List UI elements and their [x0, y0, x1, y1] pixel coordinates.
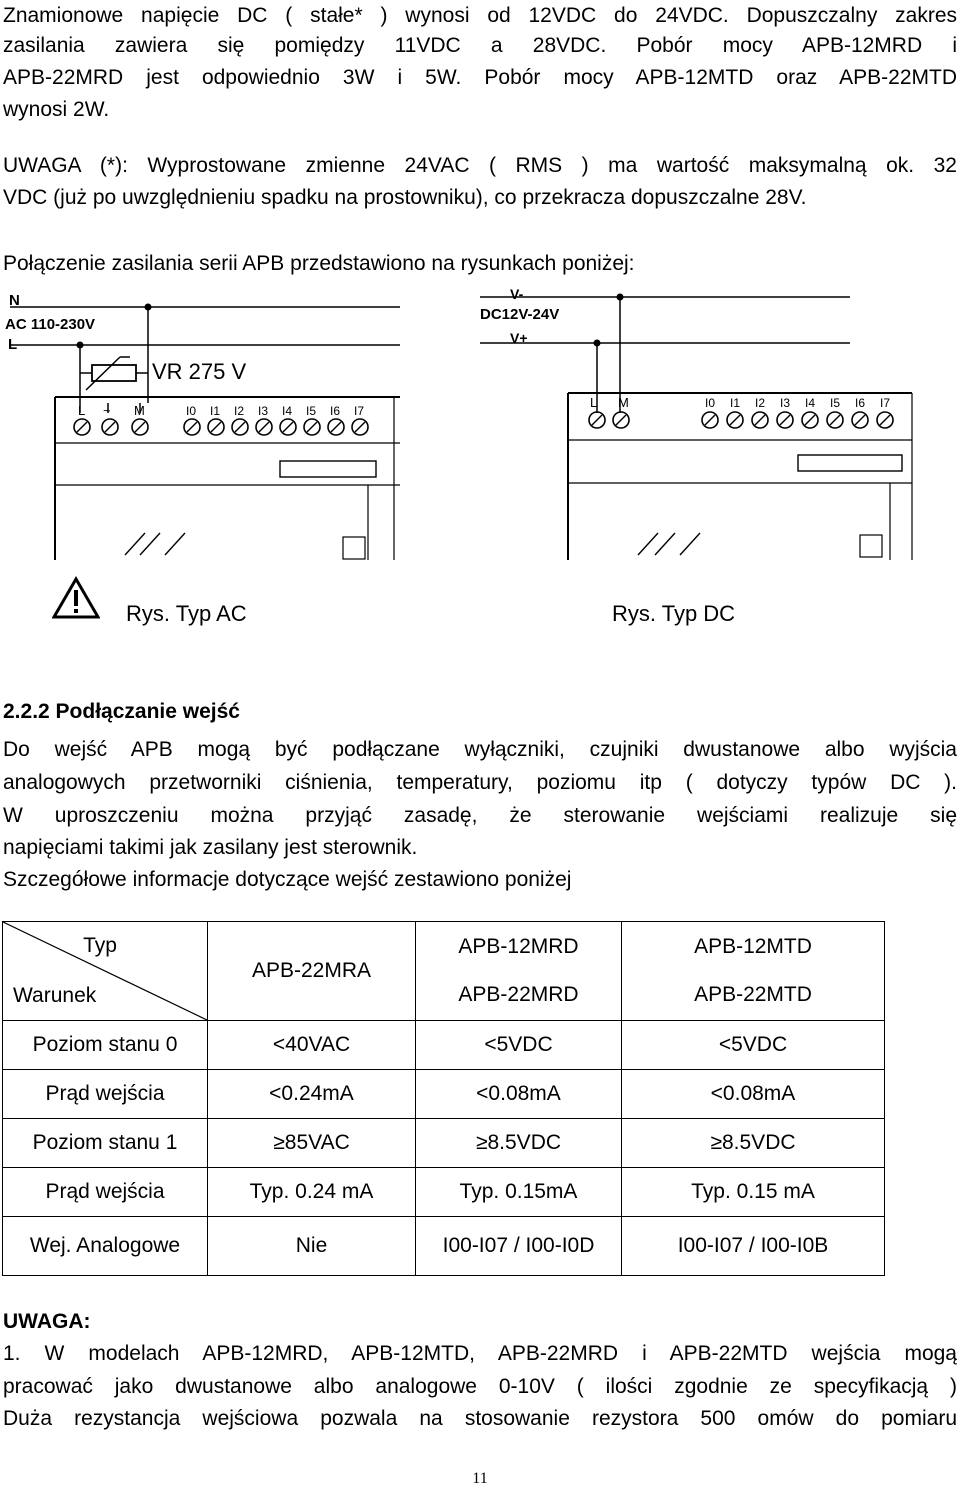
input-spec-table: [2, 921, 885, 1276]
terminal-label-9: I7: [880, 396, 891, 410]
terminal-label-4: I1: [210, 404, 221, 418]
table-cell: Prąd wejścia: [3, 1070, 208, 1119]
terminal-label-1: M: [618, 395, 629, 410]
table-row: [3, 1217, 885, 1276]
terminal-label-0: L: [590, 395, 598, 410]
table-cell: Wej. Analogowe: [3, 1217, 208, 1276]
table-corner-warunek: Warunek: [13, 984, 97, 1007]
terminal-screw-slot: [880, 415, 890, 425]
terminal-screw-slot: [105, 422, 115, 432]
terminal-screw-slot: [755, 415, 765, 425]
terminal-screw-slot: [855, 415, 865, 425]
section-p1-line-1: Do wejść APB mogą być podłączane wyłączniki, czujniki dwustanowe albo wyjścia: [3, 738, 957, 761]
table-corner-typ: Typ: [83, 934, 117, 957]
terminal-label-4: I2: [755, 396, 766, 410]
terminal-label-8: I6: [855, 396, 866, 410]
intro-line-2: zasilania zawiera się pomiędzy 11VDC a 28VDC. Pobór mocy APB-12MRD i: [3, 34, 957, 57]
terminal-label-2: M: [134, 403, 145, 418]
table-cell: ≥85VAC: [208, 1119, 416, 1168]
terminal-screw-slot: [259, 422, 269, 432]
table-cell: <0.08mA: [622, 1070, 885, 1119]
terminal-screws: [74, 419, 368, 435]
section-heading: 2.2.2 Podłączanie wejść: [3, 700, 240, 723]
table-header-col-3: [622, 922, 885, 1021]
label-l: L: [8, 336, 18, 353]
terminal-screw-slot: [135, 422, 145, 432]
label-n: N: [9, 292, 20, 309]
terminal-screw-slot: [805, 415, 815, 425]
table-cell: Poziom stanu 1: [3, 1119, 208, 1168]
warning-line-2: VDC (już po uwzględnieniu spadku na prostowniku), co przekracza dopuszczalne 28V.: [3, 186, 807, 209]
terminal-label-3: I0: [186, 404, 197, 418]
section-p2-line-2: napięciami takimi jak zasilany jest sterownik.: [3, 836, 418, 859]
table-cell: <40VAC: [208, 1021, 416, 1070]
terminal-label-6: I3: [258, 404, 269, 418]
label-varistor: VR 275 V: [152, 359, 247, 384]
terminal-label-8: I5: [306, 404, 317, 418]
terminal-label-0: L: [78, 403, 86, 418]
table-row: [3, 1021, 885, 1070]
terminal-screw-slot: [331, 422, 341, 432]
warning-line-1: UWAGA (*): Wyprostowane zmienne 24VAC ( RMS ) ma wartość maksymalną ok. 32: [3, 154, 957, 177]
table-cell: <0.08mA: [416, 1070, 622, 1119]
terminal-label-5: I2: [234, 404, 245, 418]
terminal-label-5: I3: [780, 396, 791, 410]
terminal-label-3: I1: [730, 396, 741, 410]
terminal-screw-slot: [705, 415, 715, 425]
terminal-screw-slot: [730, 415, 740, 425]
terminal-screw-slot: [616, 415, 626, 425]
terminal-screw-slot: [77, 422, 87, 432]
table-cell: I00-I07 / I00-I0D: [416, 1217, 622, 1276]
table-row: [3, 1168, 885, 1217]
terminal-screw-slot: [307, 422, 317, 432]
table-header-col-2-line-1: APB-12MRD: [458, 935, 579, 958]
note-heading: UWAGA:: [3, 1310, 91, 1333]
terminal-screw-slot: [830, 415, 840, 425]
terminal-label-6: I4: [805, 396, 816, 410]
table-corner-cell: [3, 922, 208, 1021]
terminal-label-1: ~: [103, 403, 111, 418]
section-p2-line-1: W uproszczeniu można przyjąć zasadę, że sterowanie wejściami realizuje się: [3, 804, 957, 827]
table-cell: <5VDC: [622, 1021, 885, 1070]
table-cell: ≥8.5VDC: [416, 1119, 622, 1168]
intro-line-4: wynosi 2W.: [3, 98, 110, 121]
figure-ac-wiring: [0, 285, 400, 560]
table-cell: ≥8.5VDC: [622, 1119, 885, 1168]
terminal-label-7: I5: [830, 396, 841, 410]
label-ac: AC 110-230V: [5, 316, 96, 333]
figure-dc-wiring: [480, 285, 920, 560]
table-row: [3, 1070, 885, 1119]
terminal-screw-slot: [283, 422, 293, 432]
note-line-2: pracować jako dwustanowe albo analogowe 0-10V ( ilości zgodnie ze specyfikacją ): [3, 1375, 957, 1398]
terminal-screw-slot: [211, 422, 221, 432]
table-cell: Nie: [208, 1217, 416, 1276]
note-line-3: Duża rezystancja wejściowa pozwala na stosowanie rezystora 500 omów do pomiaru: [3, 1407, 957, 1430]
terminal-screw-slot: [355, 422, 365, 432]
table-row: [3, 1119, 885, 1168]
terminal-label-10: I7: [354, 404, 365, 418]
table-header-col-2-line-2: APB-22MRD: [458, 983, 579, 1006]
terminal-screw-slot: [187, 422, 197, 432]
label-v-minus: V-: [510, 286, 524, 302]
warning-triangle-icon: [52, 576, 100, 620]
terminal-label-9: I6: [330, 404, 341, 418]
page-number: 11: [472, 1470, 488, 1487]
section-p3: Szczegółowe informacje dotyczące wejść zestawiono poniżej: [3, 868, 572, 891]
terminal-screw-slot: [780, 415, 790, 425]
caption-ac: Rys. Typ AC: [126, 601, 247, 626]
table-cell: Typ. 0.15 mA: [622, 1168, 885, 1217]
terminal-screw-slot: [592, 415, 602, 425]
label-v-plus: V+: [510, 330, 528, 346]
section-p1-line-2: analogowych przetworniki ciśnienia, temperatury, poziomu itp ( dotyczy typów DC ).: [3, 771, 957, 794]
table-cell: Typ. 0.15mA: [416, 1168, 622, 1217]
terminal-screws: [589, 412, 893, 428]
table-cell: Poziom stanu 0: [3, 1021, 208, 1070]
connection-intro: Połączenie zasilania serii APB przedstawiono na rysunkach poniżej:: [3, 252, 635, 275]
table-header-col-1: APB-22MRA: [208, 922, 416, 1021]
table-cell: I00-I07 / I00-I0B: [622, 1217, 885, 1276]
terminal-screw-slot: [235, 422, 245, 432]
table-cell: Typ. 0.24 mA: [208, 1168, 416, 1217]
table-header-col-3-line-2: APB-22MTD: [694, 983, 812, 1006]
intro-line-3: APB-22MRD jest odpowiednio 3W i 5W. Pobór mocy APB-12MTD oraz APB-22MTD: [3, 66, 957, 89]
table-header-col-3-line-1: APB-12MTD: [694, 935, 812, 958]
table-header-row: [3, 922, 885, 1021]
note-line-1: 1. W modelach APB-12MRD, APB-12MTD, APB-22MRD i APB-22MTD wejścia mogą: [3, 1342, 957, 1365]
table-cell: <0.24mA: [208, 1070, 416, 1119]
table-cell: <5VDC: [416, 1021, 622, 1070]
terminal-label-2: I0: [705, 396, 716, 410]
table-cell: Prąd wejścia: [3, 1168, 208, 1217]
intro-line-1: Znamionowe napięcie DC ( stałe* ) wynosi od 12VDC do 24VDC. Dopuszczalny zakres: [3, 4, 957, 27]
terminal-label-7: I4: [282, 404, 293, 418]
label-dc: DC12V-24V: [480, 306, 560, 323]
caption-dc: Rys. Typ DC: [612, 601, 736, 626]
table-header-col-2: [416, 922, 622, 1021]
